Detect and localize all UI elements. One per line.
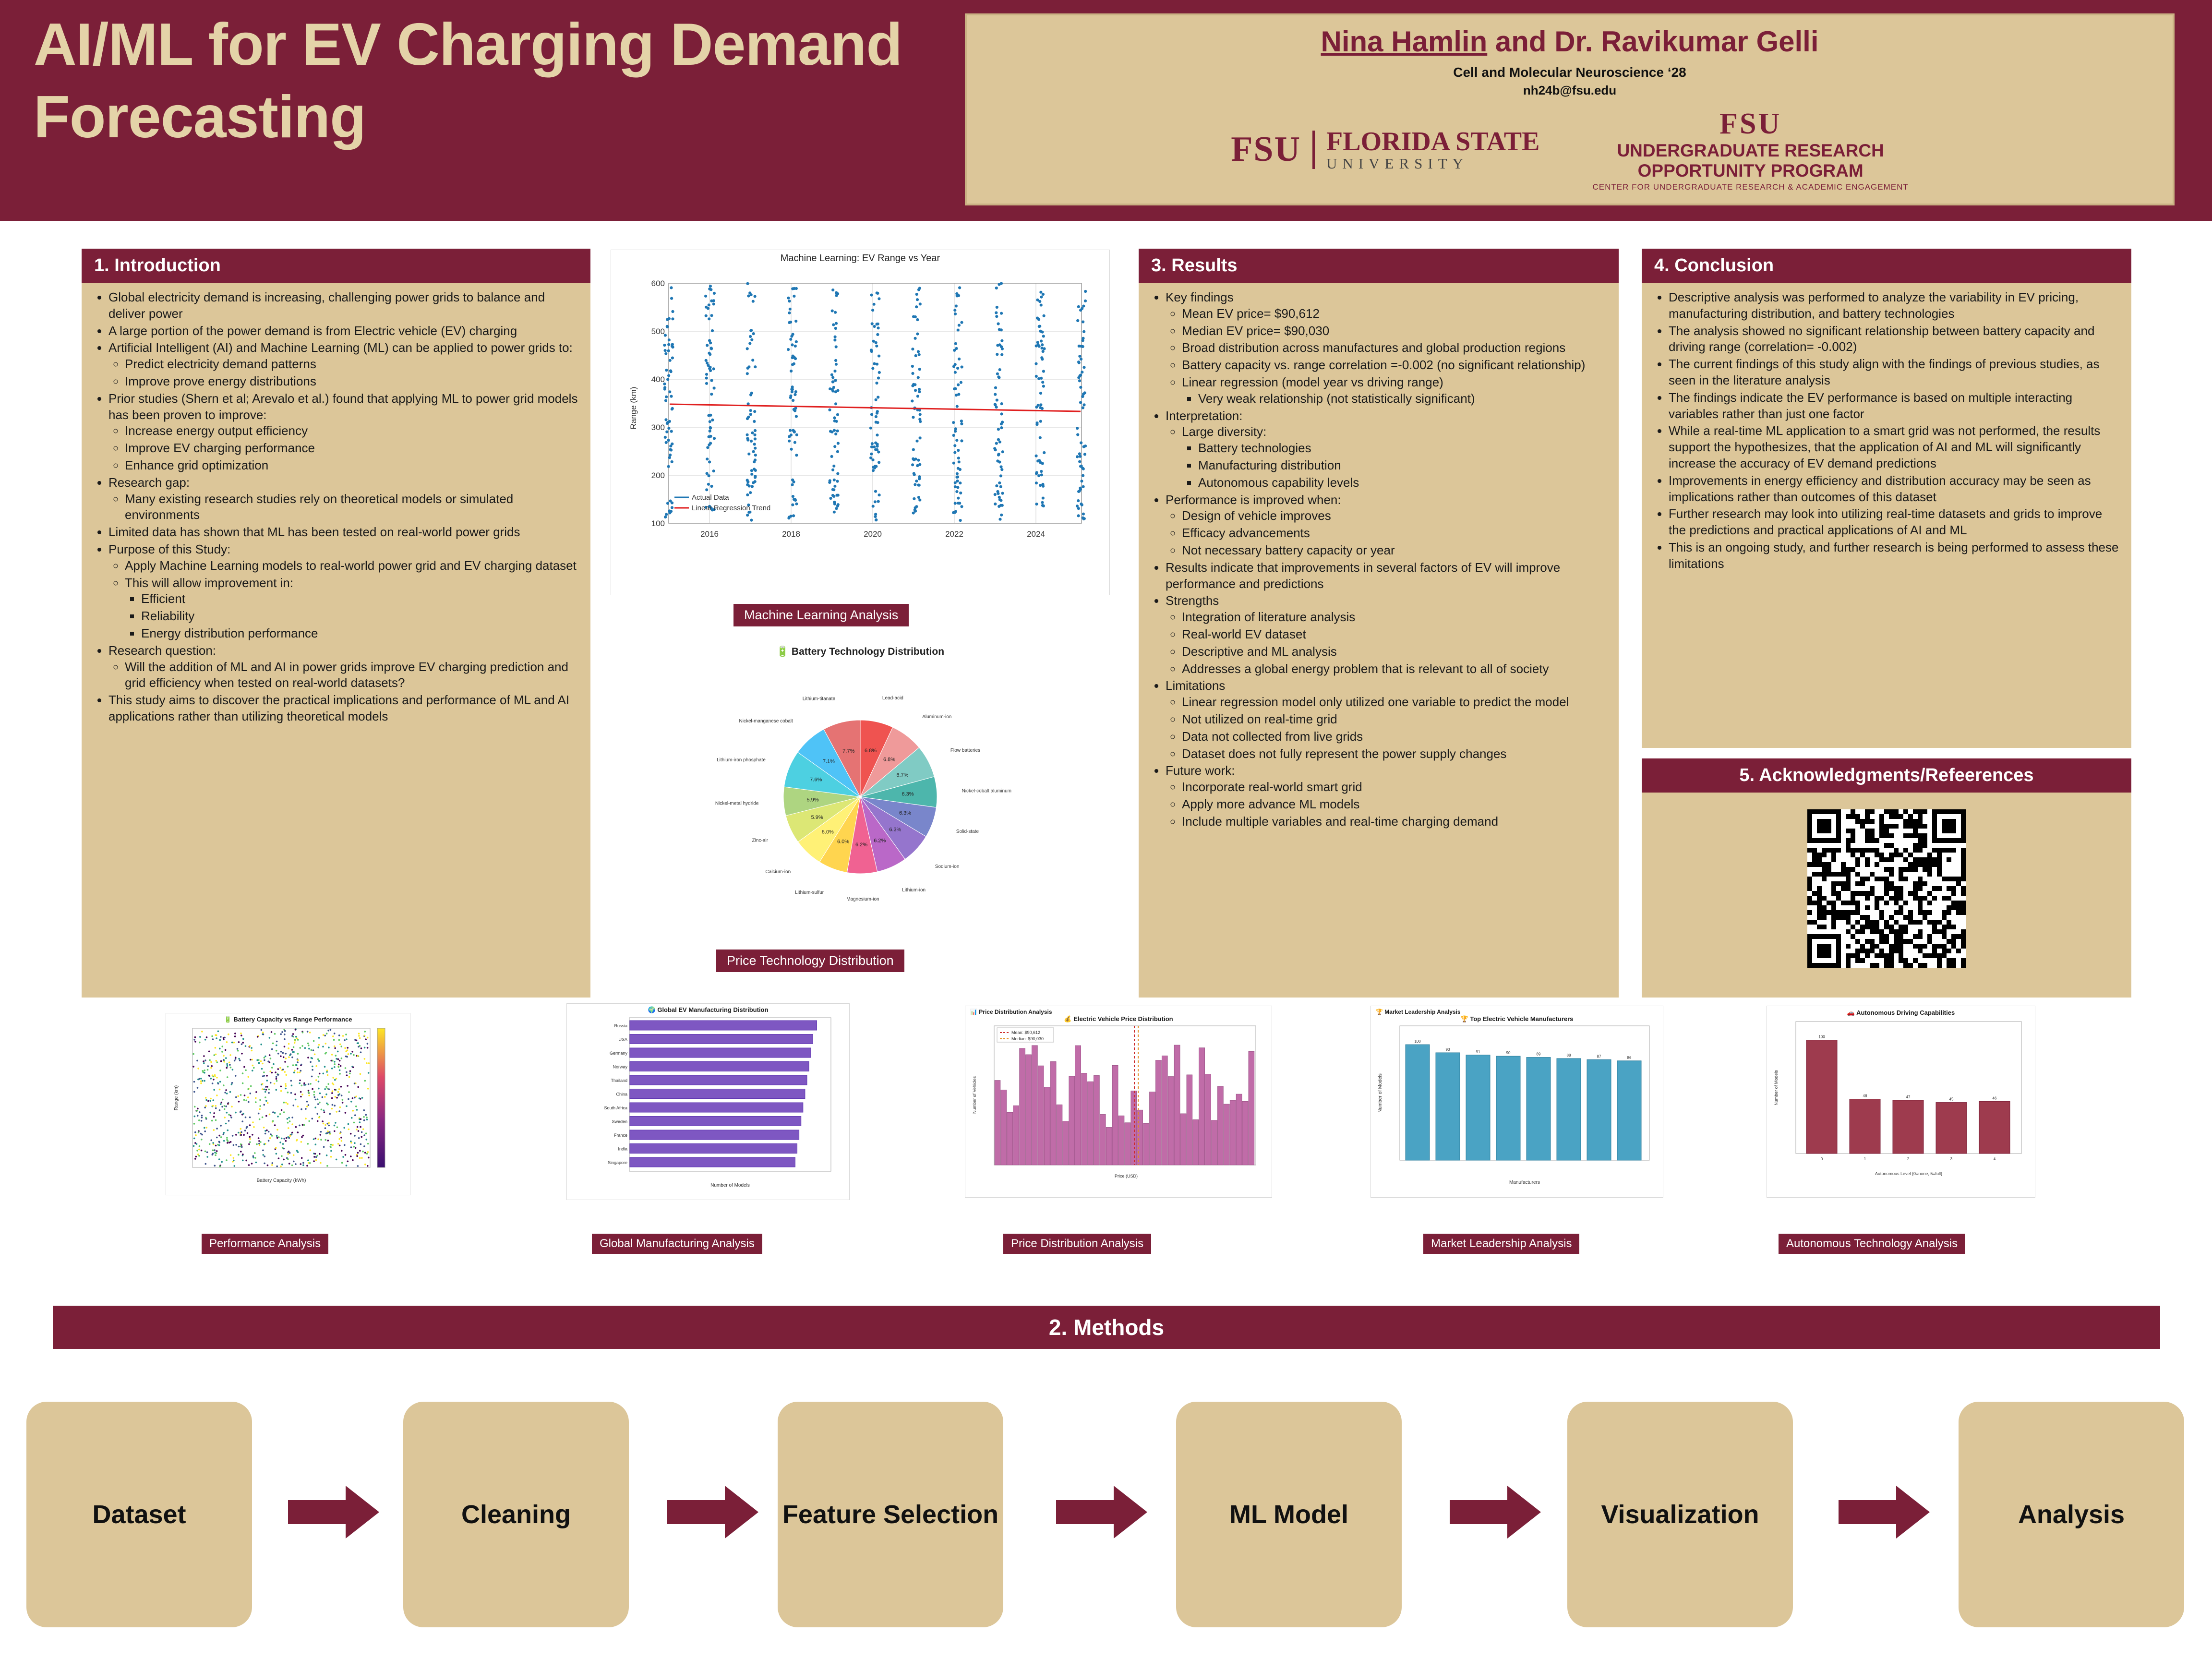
list-item: • Research question: ◦ Will the addition of ML and AI in power grids improve EV charging prediction and grid efficiency when tested on real-world datasets? [108, 643, 580, 691]
price-xlabel: Price (USD) [1114, 1174, 1138, 1178]
list-item: • Limited data has shown that ML has been tested on real-world power grids [108, 524, 580, 541]
list-item: ◦ Design of vehicle improves [1182, 508, 1608, 524]
performance-xlabel: Battery Capacity (kWh) [256, 1178, 306, 1183]
logo-divider [1312, 131, 1315, 169]
list-item: ◦ Battery capacity vs. range correlation =-0.002 (no significant relationship) [1182, 357, 1608, 373]
svg-text:100: 100 [1414, 1039, 1421, 1044]
svg-text:Thailand: Thailand [611, 1078, 627, 1083]
urop-line3: CENTER FOR UNDERGRADUATE RESEARCH & ACADEMIC ENGAGEMENT [1592, 182, 1909, 192]
svg-text:Aluminum-ion: Aluminum-ion [922, 714, 952, 720]
list-item: ▪ Very weak relationship (not statistically significant) [1198, 391, 1608, 407]
svg-text:Sweden: Sweden [612, 1119, 627, 1124]
list-item: • Research gap: ◦ Many existing research studies rely on theoretical models or simulated environments [108, 475, 580, 523]
list-item: ◦ Linear regression model only utilized one variable to predict the model [1182, 694, 1608, 710]
list-item: • The findings indicate the EV performance is based on multiple interacting variables rather than just one factor [1669, 390, 2121, 422]
price-chart-title: 💰 Electric Vehicle Price Distribution [1064, 1015, 1173, 1022]
performance-caption: Performance Analysis [202, 1234, 328, 1254]
global-chart-title: 🌍 Global EV Manufacturing Distribution [648, 1006, 769, 1013]
list-item: ◦ Dataset does not fully represent the power supply changes [1182, 746, 1608, 762]
fsu-logo [1231, 128, 1539, 171]
svg-text:Lithium-titanate: Lithium-titanate [802, 696, 836, 702]
market-chart-title: 🏆 Top Electric Vehicle Manufacturers [1460, 1015, 1574, 1022]
method-step-visualization: Visualization [1567, 1402, 1793, 1627]
list-item: ◦ Improve EV charging performance [125, 440, 580, 457]
performance-chart-title: 🔋 Battery Capacity vs Range Performance [224, 1016, 352, 1023]
list-item: ◦ Enhance grid optimization [125, 457, 580, 474]
svg-text:Lithium-sulfur: Lithium-sulfur [795, 890, 824, 895]
svg-text:6.2%: 6.2% [874, 838, 886, 844]
results-panel [1139, 249, 1619, 998]
svg-text:5.9%: 5.9% [806, 797, 819, 803]
svg-text:Germany: Germany [609, 1051, 627, 1056]
autonomous-chart-svg [1767, 1017, 2036, 1187]
market-chart-svg [1371, 1023, 1664, 1191]
introduction-panel [82, 249, 590, 998]
svg-text:7.6%: 7.6% [810, 777, 822, 783]
autonomous-xlabel: Autonomous Level (0=none, 5=full) [1875, 1171, 1943, 1176]
arrow-icon [288, 1483, 379, 1541]
svg-text:Lithium-ion: Lithium-ion [902, 888, 926, 893]
urop-logo [1593, 108, 1909, 192]
svg-text:6.2%: 6.2% [855, 842, 868, 848]
fsu-line1: FLORIDA STATE [1326, 127, 1540, 156]
svg-text:45: 45 [1949, 1097, 1954, 1102]
conclusion-body [1642, 283, 2131, 581]
autonomous-caption: Autonomous Technology Analysis [1779, 1234, 1965, 1254]
ytick-100: 100 [651, 519, 665, 528]
svg-text:6.8%: 6.8% [864, 748, 877, 754]
svg-text:Zinc-air: Zinc-air [752, 838, 768, 843]
list-item: ◦ Large diversity: ▪ Battery technologies ▪ Manufacturing distribution ▪ Autonomous capability levels [1182, 424, 1608, 491]
ytick-200: 200 [651, 471, 665, 480]
list-item: ◦ Linear regression (model year vs driving range) ▪ Very weak relationship (not statistically significant) [1182, 374, 1608, 407]
list-item: ▪ Battery technologies [1198, 440, 1608, 457]
svg-text:Magnesium-ion: Magnesium-ion [846, 896, 879, 902]
autonomous-chart [1767, 1006, 2035, 1198]
arrow-icon [1056, 1483, 1147, 1541]
svg-text:6.3%: 6.3% [899, 810, 912, 817]
performance-chart [166, 1013, 410, 1195]
list-item: ◦ Broad distribution across manufactures and global production regions [1182, 340, 1608, 356]
list-item: ◦ Incorporate real-world smart grid [1182, 779, 1608, 795]
svg-text:7.1%: 7.1% [822, 758, 835, 765]
svg-text:Flow batteries: Flow batteries [950, 747, 981, 753]
list-item: ◦ Real-world EV dataset [1182, 626, 1608, 643]
list-item: ◦ Increase energy output efficiency [125, 423, 580, 439]
ml-scatter-title: Machine Learning: EV Range vs Year [780, 253, 940, 264]
svg-text:Norway: Norway [613, 1064, 627, 1070]
svg-text:Sodium-ion: Sodium-ion [935, 864, 960, 869]
conclusion-heading: 4. Conclusion [1642, 249, 2131, 283]
price-chart-svg [965, 1023, 1273, 1191]
list-item: • The current findings of this study align with the findings of previous studies, as seen in the literature analysis [1669, 356, 2121, 389]
list-item: ▪ Reliability [141, 608, 580, 625]
list-item: ▪ Autonomous capability levels [1198, 475, 1608, 491]
market-caption: Market Leadership Analysis [1423, 1234, 1579, 1254]
list-item: • Further research may look into utilizing real-time datasets and grids to improve the predictions and practical applications of AI and ML [1669, 506, 2121, 539]
list-item: ◦ Include multiple variables and real-time charging demand [1182, 814, 1608, 830]
arrow-icon [667, 1483, 758, 1541]
poster-header [0, 0, 2212, 221]
svg-text:6.3%: 6.3% [889, 827, 902, 833]
fsu-wordmark [1326, 128, 1539, 171]
list-item: ◦ Apply more advance ML models [1182, 796, 1608, 813]
svg-text:1: 1 [1863, 1157, 1866, 1161]
author-email: nh24b@fsu.edu [1523, 83, 1617, 97]
arrow-icon [1450, 1483, 1541, 1541]
list-item: ◦ Efficacy advancements [1182, 525, 1608, 541]
list-item: • Artificial Intelligent (AI) and Machine Learning (ML) can be applied to power grids to: ◦ Predict electricity demand patterns ◦ Improve prove energy distributions [108, 340, 580, 389]
svg-text:47: 47 [1906, 1094, 1911, 1099]
list-item: ▪ Energy distribution performance [141, 625, 580, 642]
market-chart-subtitle: 🏆 Market Leadership Analysis [1376, 1009, 1461, 1015]
svg-text:6.0%: 6.0% [837, 839, 850, 845]
svg-text:Nickel-cobalt aluminum: Nickel-cobalt aluminum [962, 788, 1011, 794]
method-step-cleaning: Cleaning [403, 1402, 629, 1627]
svg-text:Nickel-metal hydride: Nickel-metal hydride [715, 801, 759, 806]
ytick-500: 500 [651, 327, 665, 336]
price-caption: Price Distribution Analysis [1003, 1234, 1151, 1254]
urop-mark-text: FSU [1719, 108, 1782, 140]
arrow-icon [1839, 1483, 1930, 1541]
global-caption: Global Manufacturing Analysis [592, 1234, 762, 1254]
conclusion-panel [1642, 249, 2131, 748]
list-item: ◦ Mean EV price= $90,612 [1182, 306, 1608, 322]
price-chart-subtitle: 📊 Price Distribution Analysis [970, 1009, 1052, 1015]
xtick-2022: 2022 [945, 529, 963, 539]
list-item: • Purpose of this Study: ◦ Apply Machine Learning models to real-world power grid and EV charging dataset ◦ This will allow improvement in: ▪ Efficient ▪ Reliability ▪ Energy distribution performance [108, 541, 580, 642]
battery-pie-svg [611, 658, 1110, 936]
ml-scatter-chart [611, 250, 1110, 595]
price-distribution-chart [965, 1006, 1272, 1198]
ylabel: Range (km) [629, 386, 638, 430]
svg-text:4: 4 [1993, 1157, 1996, 1161]
svg-text:6.0%: 6.0% [821, 829, 834, 835]
list-item: • Descriptive analysis was performed to analyze the variability in EV pricing, manufacturing distribution, and battery technologies [1669, 289, 2121, 322]
autonomous-ylabel: Number of Models [1774, 1070, 1779, 1106]
list-item: • Performance is improved when: ◦ Design of vehicle improves ◦ Efficacy advancements ◦ Not necessary battery capacity or year [1166, 492, 1608, 559]
legend-trend: Linear Regression Trend [692, 504, 771, 512]
list-item: • Interpretation: ◦ Large diversity: ▪ Battery technologies ▪ Manufacturing distribution ▪ Autonomous capability levels [1166, 408, 1608, 491]
performance-ylabel: Range (km) [174, 1085, 179, 1111]
svg-text:90: 90 [1506, 1051, 1511, 1056]
list-item: ◦ Median EV price= $90,030 [1182, 323, 1608, 339]
svg-text:South Africa: South Africa [604, 1106, 627, 1110]
list-item: ▪ Efficient [141, 591, 580, 607]
method-step-ml-model: ML Model [1176, 1402, 1402, 1627]
list-item: • While a real-time ML application to a smart grid was not performed, the results support the hypothesizes, that the application of AI and ML will significantly increase the accuracy of EV demand predictions [1669, 423, 2121, 471]
battery-pie-chart [611, 643, 1110, 941]
svg-text:2: 2 [1907, 1157, 1910, 1161]
list-item: ◦ Addresses a global energy problem that is relevant to all of society [1182, 661, 1608, 677]
author-primary: Nina Hamlin [1321, 25, 1488, 58]
ytick-600: 600 [651, 279, 665, 288]
market-xlabel: Manufacturers [1509, 1180, 1540, 1185]
author-names [1321, 25, 1819, 58]
list-item: ◦ Descriptive and ML analysis [1182, 644, 1608, 660]
svg-text:7.7%: 7.7% [842, 748, 855, 754]
price-ylabel: Number of Vehicles [972, 1076, 977, 1114]
list-item: • Key findings ◦ Mean EV price= $90,612 ◦ Median EV price= $90,030 ◦ Broad distribution across manufactures and global production regions ◦ Battery capacity vs. range correlation =-0.002 (no significant relationship) ◦ Linear regression (model year vs driving range) ▪ Very weak relationship (not statistically significant) [1166, 289, 1608, 407]
fsu-line2: UNIVERSITY [1326, 155, 1469, 172]
global-manufacturing-chart [566, 1003, 850, 1200]
battery-caption: Price Technology Distribution [716, 950, 904, 972]
xtick-2020: 2020 [864, 529, 882, 539]
ml-scatter-svg [611, 264, 1110, 590]
list-item: ◦ Many existing research studies rely on theoretical models or simulated environments [125, 491, 580, 524]
list-item: ◦ This will allow improvement in: ▪ Efficient ▪ Reliability ▪ Energy distribution performance [125, 575, 580, 642]
svg-text:6.8%: 6.8% [883, 757, 896, 763]
svg-text:48: 48 [1863, 1094, 1867, 1098]
svg-text:91: 91 [1476, 1049, 1480, 1054]
list-item: • Global electricity demand is increasing, challenging power grids to balance and deliver power [108, 289, 580, 322]
method-step-feature-selection: Feature Selection [778, 1402, 1003, 1627]
svg-text:3: 3 [1950, 1157, 1953, 1161]
svg-text:Nickel-manganese cobalt: Nickel-manganese cobalt [739, 719, 793, 724]
legend-actual: Actual Data [692, 493, 729, 502]
xtick-2018: 2018 [782, 529, 800, 539]
list-item: • The analysis showed no significant relationship between battery capacity and driving range (correlation= -0.002) [1669, 323, 2121, 356]
list-item: ◦ Improve prove energy distributions [125, 373, 580, 390]
author-secondary: and Dr. Ravikumar Gelli [1487, 25, 1819, 58]
svg-text:Singapore: Singapore [607, 1160, 627, 1165]
page-title: AI/ML for EV Charging Demand Forecasting [34, 12, 902, 151]
market-leadership-chart [1370, 1006, 1663, 1198]
list-item: ◦ Will the addition of ML and AI in power grids improve EV charging prediction and grid efficiency when tested on real-world datasets? [125, 659, 580, 692]
list-item: ◦ Integration of literature analysis [1182, 609, 1608, 625]
price-legend-median: Median: $90,030 [1011, 1036, 1044, 1041]
svg-text:France: France [613, 1133, 627, 1138]
svg-text:Lead-acid: Lead-acid [882, 696, 903, 701]
svg-text:Solid-state: Solid-state [956, 829, 979, 834]
svg-text:46: 46 [1992, 1096, 1997, 1101]
performance-chart-svg [166, 1023, 411, 1189]
svg-text:88: 88 [1566, 1053, 1571, 1058]
svg-text:0: 0 [1820, 1157, 1823, 1161]
list-item: • Future work: ◦ Incorporate real-world smart grid ◦ Apply more advance ML models ◦ Include multiple variables and real-time charging demand [1166, 763, 1608, 830]
xtick-2024: 2024 [1027, 529, 1045, 539]
svg-text:India: India [618, 1146, 627, 1152]
method-step-dataset: Dataset [26, 1402, 252, 1627]
list-item: ▪ Manufacturing distribution [1198, 457, 1608, 474]
author-box [965, 13, 2175, 205]
autonomous-chart-title: 🚗 Autonomous Driving Capabilities [1847, 1009, 1955, 1016]
acknowledgments-heading: 5. Acknowledgments/Refeerences [1642, 758, 2131, 793]
svg-text:China: China [616, 1092, 627, 1097]
svg-text:Calcium-ion: Calcium-ion [765, 869, 791, 875]
ml-caption: Machine Learning Analysis [733, 604, 909, 626]
methods-heading: 2. Methods [53, 1306, 2160, 1349]
ytick-400: 400 [651, 375, 665, 384]
method-step-analysis: Analysis [1959, 1402, 2184, 1627]
list-item: ◦ Not utilized on real-time grid [1182, 711, 1608, 728]
svg-text:6.7%: 6.7% [896, 772, 909, 778]
qr-code[interactable] [1807, 809, 1966, 968]
list-item: • Prior studies (Shern et al; Arevalo et al.) found that applying ML to power grid models has been proven to improve: ◦ Increase energy output efficiency ◦ Improve EV charging performance ◦ Enhance grid optimization [108, 391, 580, 474]
urop-line1: UNDERGRADUATE RESEARCH [1617, 141, 1884, 161]
svg-text:89: 89 [1536, 1052, 1541, 1057]
list-item: • Improvements in energy efficiency and distribution accuracy may be seen as implications rather than outcomes of this dataset [1669, 473, 2121, 505]
ytick-300: 300 [651, 423, 665, 432]
svg-text:USA: USA [618, 1037, 627, 1042]
svg-text:Lithium-iron phosphate: Lithium-iron phosphate [717, 757, 766, 763]
list-item: ◦ Data not collected from live grids [1182, 729, 1608, 745]
svg-text:5.9%: 5.9% [811, 815, 823, 820]
logo-row [1231, 108, 1909, 192]
results-body [1139, 283, 1619, 839]
author-department: Cell and Molecular Neuroscience ‘28 [1453, 65, 1686, 80]
list-item: • Strengths ◦ Integration of literature analysis ◦ Real-world EV dataset ◦ Descriptive and ML analysis ◦ Addresses a global energy problem that is relevant to all of society [1166, 593, 1608, 677]
list-item: • A large portion of the power demand is from Electric vehicle (EV) charging [108, 323, 580, 339]
acknowledgments-panel [1642, 758, 2131, 998]
global-chart-svg [567, 1014, 850, 1194]
urop-line2: OPPORTUNITY PROGRAM [1637, 160, 1863, 180]
introduction-body [82, 283, 590, 733]
list-item: • Limitations ◦ Linear regression model only utilized one variable to predict the model ◦ Not utilized on real-time grid ◦ Data not collected from live grids ◦ Dataset does not fully represent the power supply changes [1166, 678, 1608, 762]
introduction-heading: 1. Introduction [82, 249, 590, 283]
battery-pie-title: 🔋 Battery Technology Distribution [776, 646, 945, 657]
list-item: • Results indicate that improvements in several factors of EV will improve performance and predictions [1166, 560, 1608, 592]
global-xlabel: Number of Models [710, 1183, 750, 1188]
svg-text:Russia: Russia [614, 1023, 627, 1028]
list-item: • This study aims to discover the practical implications and performance of ML and AI applications rather than utilizing theoretical models [108, 692, 580, 725]
market-ylabel: Number of Models [1378, 1073, 1383, 1113]
list-item: ◦ Not necessary battery capacity or year [1182, 542, 1608, 559]
fsu-mark-text: FSU [1231, 130, 1301, 169]
list-item: ◦ Predict electricity demand patterns [125, 356, 580, 373]
svg-text:6.3%: 6.3% [902, 791, 914, 797]
price-legend-mean: Mean: $90,612 [1011, 1030, 1041, 1035]
svg-text:93: 93 [1445, 1047, 1450, 1052]
list-item: • This is an ongoing study, and further research is being performed to assess these limitations [1669, 540, 2121, 572]
list-item: ◦ Apply Machine Learning models to real-world power grid and EV charging dataset [125, 558, 580, 574]
svg-text:87: 87 [1597, 1054, 1601, 1059]
svg-text:86: 86 [1627, 1055, 1632, 1060]
results-heading: 3. Results [1139, 249, 1619, 283]
xtick-2016: 2016 [700, 529, 719, 539]
svg-text:100: 100 [1818, 1034, 1825, 1039]
